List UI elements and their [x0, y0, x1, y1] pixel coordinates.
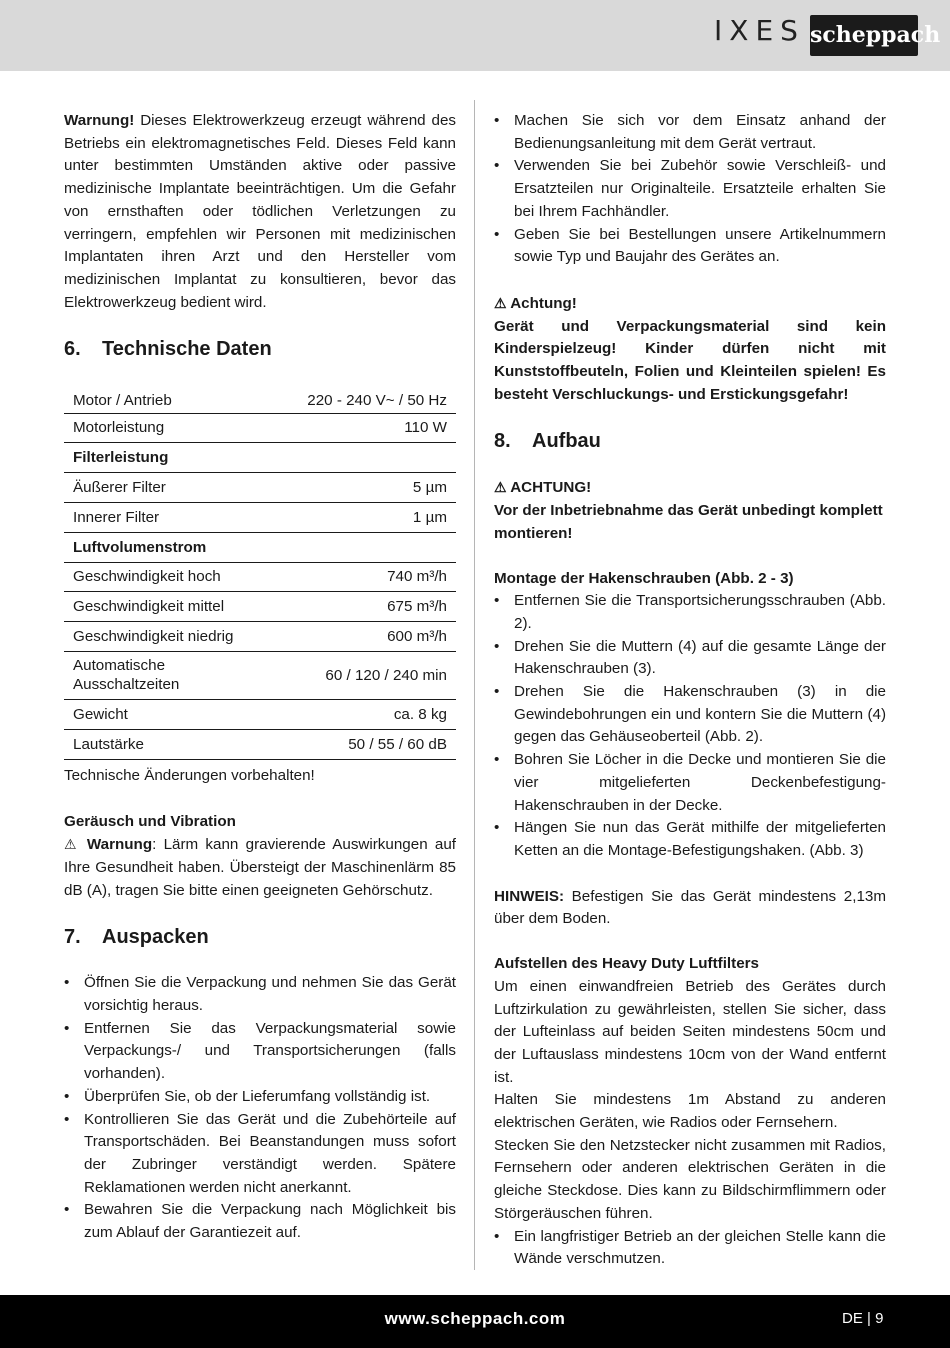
spec-label: Automatische Ausschaltzeiten [64, 651, 252, 699]
left-column [64, 110, 456, 1245]
list-item: • Machen Sie sich vor dem Einsatz anhand der Bedienungsanleitung mit dem Gerät vertraut. [494, 110, 886, 155]
list-item: • Öffnen Sie die Verpackung und nehmen Sie das Gerät vorsichtig heraus. [64, 972, 456, 1017]
ixes-logo: IXES [714, 14, 805, 47]
hint-paragraph [494, 886, 886, 931]
list-item: • Geben Sie bei Bestellungen unsere Artikelnummern sowie Typ und Baujahr des Gerätes an. [494, 224, 886, 269]
section-7-title: Auspacken [102, 926, 209, 949]
list-item: • Entfernen Sie die Transportsicherungsschrauben (Abb. 2). [494, 590, 886, 635]
list-item: • Drehen Sie die Hakenschrauben (3) in die Gewindebohrungen ein und kontern Sie die Muttern (4) gegen das Gehäuseoberteil (Abb. 2). [494, 681, 886, 749]
spec-value [252, 532, 456, 562]
spec-row [64, 502, 456, 532]
spec-row [64, 442, 456, 472]
section-8-title: Aufbau [532, 430, 601, 453]
list-item: • Kontrollieren Sie das Gerät und die Zubehörteile auf Transportschäden. Bei Beanstandungen muss sofort der Zubringer verständigt werden. Spätere Reklamationen werden nicht anerkannt. [64, 1109, 456, 1200]
tech-changes-note: Technische Änderungen vorbehalten! [64, 766, 315, 784]
column-divider [474, 100, 475, 1270]
warning-triangle-icon: ⚠ [494, 294, 507, 311]
caution-text: Vor der Inbetriebnahme das Gerät unbedingt komplett montieren! [494, 502, 883, 542]
setup-paragraph-3: Stecken Sie den Netzstecker nicht zusammen mit Radios, Fernsehern oder anderen elektrischen Geräten in die gleiche Steckdose. Dies kann zu Bildschirmflimmern oder Störgeräuschen führen. [494, 1136, 886, 1222]
noise-warning-paragraph [64, 833, 456, 902]
spec-label: Äußerer Filter [64, 472, 252, 502]
spec-label: Luftvolumenstrom [64, 532, 252, 562]
spec-row [64, 651, 456, 699]
section-8-heading [494, 428, 886, 454]
spec-label: Filterleistung [64, 442, 252, 472]
spec-table [64, 383, 456, 760]
spec-value: 220 - 240 V~ / 50 Hz [252, 383, 456, 413]
spec-label: Motorleistung [64, 413, 252, 442]
spec-value: 1 µm [252, 502, 456, 532]
emf-warning-label: Warnung! [64, 112, 135, 129]
spec-value: 5 µm [252, 472, 456, 502]
section-8-number: 8. [494, 430, 511, 453]
warning-triangle-icon: ⚠ [64, 836, 80, 853]
section-6-number: 6. [64, 338, 81, 361]
spec-row [64, 532, 456, 562]
noise-warning-label: Warnung [86, 836, 153, 854]
spec-label: Lautstärke [64, 729, 252, 759]
mount-heading: Montage der Hakenschrauben (Abb. 2 - 3) [494, 569, 794, 587]
spec-label: Innerer Filter [64, 502, 252, 532]
intro-list [494, 110, 886, 269]
right-column [494, 110, 886, 1271]
footer-website-link[interactable]: www.scheppach.com [384, 1309, 566, 1328]
spec-row [64, 699, 456, 729]
list-item: • Bewahren Sie die Verpackung nach Möglichkeit bis zum Ablauf der Garantiezeit auf. [64, 1199, 456, 1244]
list-item: • Ein langfristiger Betrieb an der gleichen Stelle kann die Wände verschmutzen. [494, 1226, 886, 1271]
spec-value: ca. 8 kg [252, 699, 456, 729]
spec-row [64, 413, 456, 442]
section-6-title: Technische Daten [102, 338, 272, 361]
spec-row [64, 621, 456, 651]
spec-value: 50 / 55 / 60 dB [252, 729, 456, 759]
spec-row [64, 729, 456, 759]
spec-label: Motor / Antrieb [64, 383, 252, 413]
noise-warning-text: : Lärm kann gravierende Auswirkungen auf Ihre Gesundheit haben. Übersteigt der Maschinenlärm 85 dB (A), tragen Sie bitte einen geeigneten Gehörschutz. [64, 836, 456, 899]
spec-row [64, 383, 456, 413]
list-item: • Überprüfen Sie, ob der Lieferumfang vollständig ist. [64, 1086, 456, 1109]
scheppach-logo: scheppach [810, 15, 918, 56]
page-number: DE | 9 [842, 1310, 884, 1327]
unpack-list [64, 972, 456, 1244]
setup-paragraph-1: Um einen einwandfreien Betrieb des Gerätes durch Luftzirkulation zu gewährleisten, stellen Sie sicher, dass der Lufteinlass auf beiden Seiten mindestens 50cm und der Luftauslass mindestens 10cm von der Wand entfernt ist. [494, 977, 886, 1086]
attention-title [494, 292, 886, 316]
mount-list [494, 590, 886, 862]
emf-warning-paragraph [64, 110, 456, 314]
spec-value: 675 m³/h [252, 591, 456, 621]
setup-paragraph-2: Halten Sie mindestens 1m Abstand zu anderen elektrischen Geräten, wie Radios oder Fernsehern. [494, 1091, 886, 1132]
caution-title-text: ACHTUNG! [510, 479, 592, 497]
spec-value [252, 442, 456, 472]
section-7-number: 7. [64, 926, 81, 949]
list-item: • Entfernen Sie das Verpackungsmaterial sowie Verpackungs-/ und Transportsicherungen (falls vorhanden). [64, 1018, 456, 1086]
section-7-heading [64, 924, 456, 950]
spec-value: 740 m³/h [252, 562, 456, 591]
caution-title [494, 476, 886, 500]
spec-row [64, 562, 456, 591]
attention-text: Gerät und Verpackungsmaterial sind kein Kinderspielzeug! Kinder dürfen nicht mit Kunststoffbeuteln, Folien und Kleinteilen spielen! Es besteht Verschluckungs- und Erstickungsgefahr! [494, 317, 886, 403]
emf-warning-text: Dieses Elektrowerkzeug erzeugt während des Betriebs ein elektromagnetisches Feld. Dieses Feld kann unter bestimmten Umständen aktive oder passive medizinische Implantate beeinträchtigen. Um die Gefahr von ernsthaften oder tödlichen Verletzungen zu verringern, empfehlen wir Personen mit medizinischen Implantaten ihren Arzt und den Hersteller vom medizinischen Implantat zu konsultieren, bevor das Elektrowerkzeug bedient wird. [64, 112, 456, 311]
hint-label: HINWEIS: [494, 887, 565, 905]
spec-value: 600 m³/h [252, 621, 456, 651]
spec-label: Geschwindigkeit niedrig [64, 621, 252, 651]
setup-heading: Aufstellen des Heavy Duty Luftfilters [494, 955, 759, 973]
spec-value: 60 / 120 / 240 min [252, 651, 456, 699]
list-item: • Drehen Sie die Muttern (4) auf die gesamte Länge der Hakenschrauben (3). [494, 636, 886, 681]
setup-list [494, 1226, 886, 1271]
attention-title-text: Achtung! [510, 294, 577, 312]
list-item: • Verwenden Sie bei Zubehör sowie Verschleiß- und Ersatzteilen nur Originalteile. Ersatzteile erhalten Sie bei Ihrem Fachhändler. [494, 155, 886, 223]
noise-heading: Geräusch und Vibration [64, 812, 236, 830]
spec-label: Gewicht [64, 699, 252, 729]
spec-row [64, 472, 456, 502]
list-item: • Bohren Sie Löcher in die Decke und montieren Sie die vier mitgelieferten Deckenbefestigung-Hakenschrauben in der Decke. [494, 749, 886, 817]
section-6-heading [64, 336, 456, 362]
list-item: • Hängen Sie nun das Gerät mithilfe der mitgelieferten Ketten an die Montage-Befestigungshaken. (Abb. 3) [494, 817, 886, 862]
spec-value: 110 W [252, 413, 456, 442]
spec-label: Geschwindigkeit mittel [64, 591, 252, 621]
header-bar [0, 0, 950, 71]
hint-text: Befestigen Sie das Gerät mindestens 2,13m über dem Boden. [494, 887, 886, 928]
warning-triangle-icon: ⚠ [494, 479, 507, 496]
spec-label: Geschwindigkeit hoch [64, 562, 252, 591]
spec-row [64, 591, 456, 621]
